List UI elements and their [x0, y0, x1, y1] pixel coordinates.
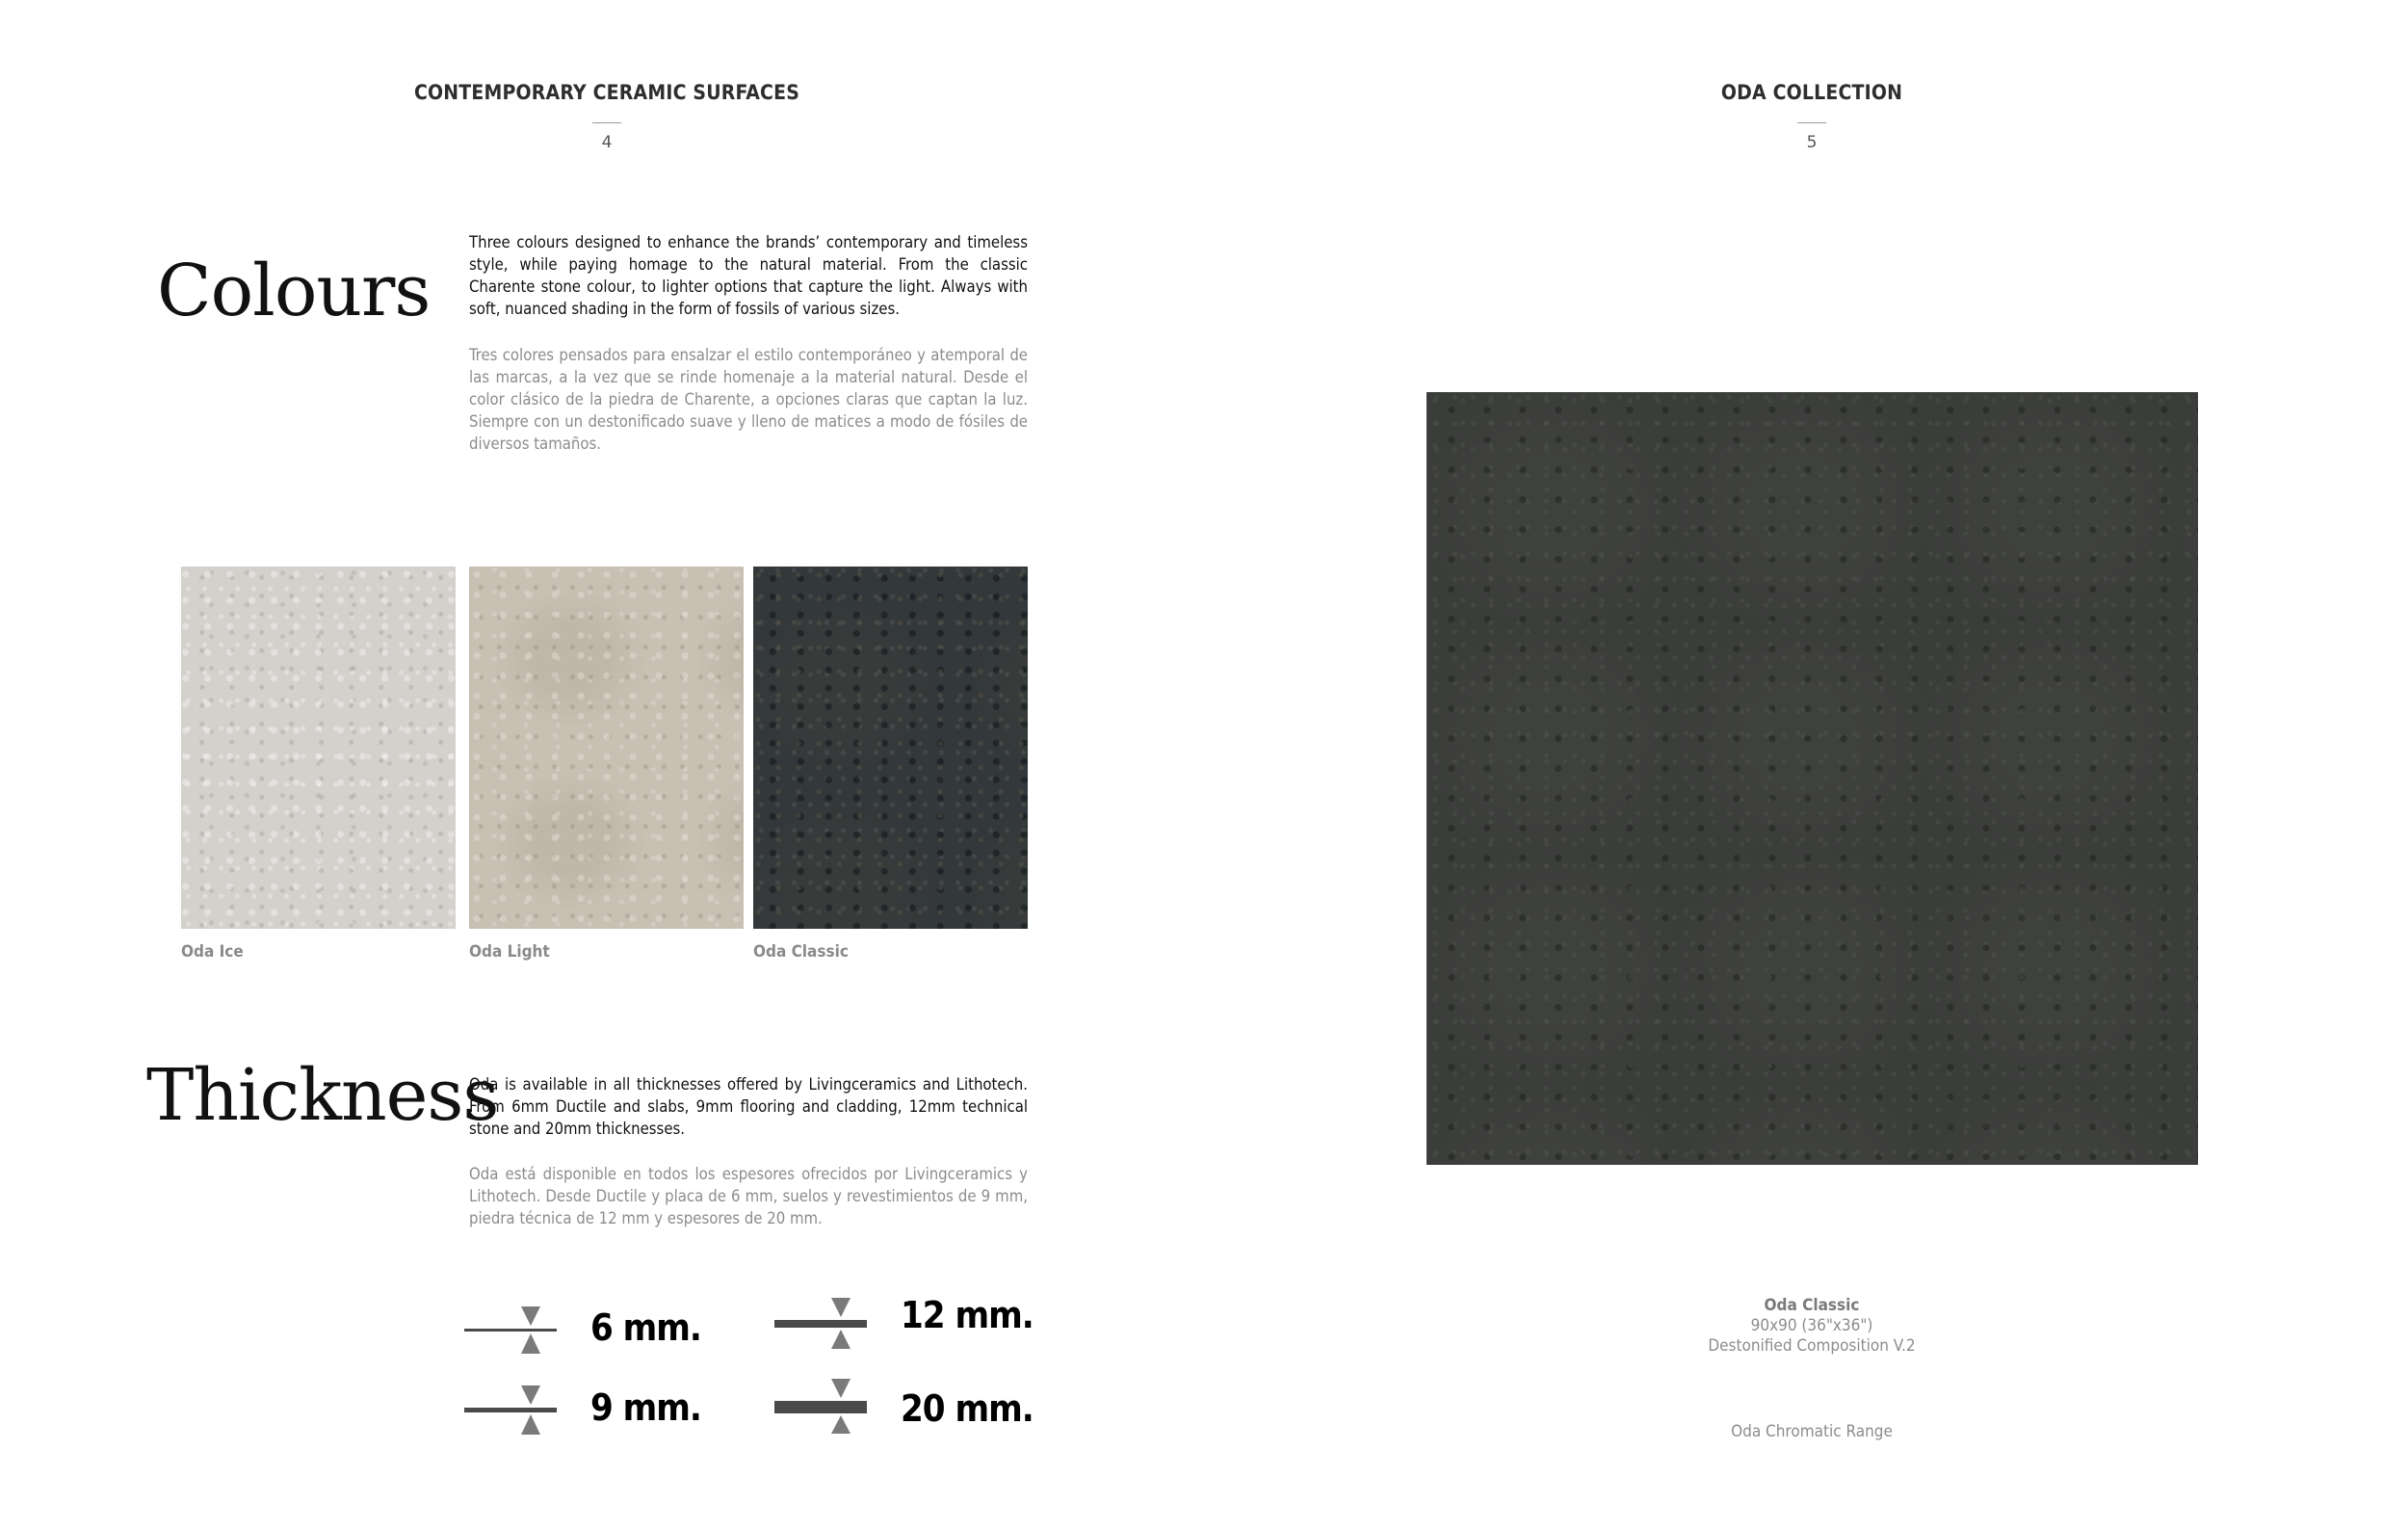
- colours-text-es: Tres colores pensados para ensalzar el estilo contemporáneo y atemporal de las marcas, a la vez que se rinde homenaje a la material natural. Desde el color clásico de la piedra de Charente, a opciones claras que captan la luz. Siempre con un destonificado suave y lleno de matices a modo de fósiles de diversos tamaños.: [469, 346, 1028, 453]
- running-head: ODA COLLECTION: [1720, 81, 1903, 104]
- tile-caption-size: 90x90 (36"x36"): [1750, 1316, 1873, 1335]
- page-number: 4: [601, 133, 613, 152]
- thickness-title: Thickness: [146, 1054, 499, 1137]
- tile-caption-name: Oda Classic: [1764, 1296, 1860, 1315]
- thickness-20mm-icon: [774, 1376, 871, 1434]
- thickness-6mm-icon: [464, 1301, 561, 1359]
- thickness-text-en: Oda is available in all thicknesses offered by Livingceramics and Lithotech. From 6mm Ductile and slabs, 9mm flooring and cladding, 12mm technical stone and 20mm thicknesses.: [469, 1075, 1028, 1138]
- page-number: 5: [1806, 133, 1818, 152]
- swatch-label-classic: Oda Classic: [753, 942, 849, 962]
- thickness-label-20mm: 20 mm.: [901, 1387, 1034, 1430]
- swatch-oda-ice: [181, 567, 456, 929]
- running-head: CONTEMPORARY CERAMIC SURFACES: [413, 81, 800, 104]
- chromatic-range-caption: Oda Chromatic Range: [1731, 1422, 1893, 1441]
- thickness-9mm-icon: [464, 1381, 561, 1438]
- tile-caption-finish: Destonified Composition V.2: [1708, 1336, 1916, 1356]
- swatch-oda-light: [469, 567, 744, 929]
- thickness-option-20mm: [774, 1376, 1063, 1434]
- thickness-12mm-icon: [774, 1294, 871, 1352]
- swatch-label-ice: Oda Ice: [181, 942, 244, 962]
- colours-text-en: Three colours designed to enhance the brands’ contemporary and timeless style, while paying homage to the natural material. From the classic Charente stone colour, to lighter options that capture the light. Always with soft, nuanced shading in the form of fossils of various sizes.: [469, 233, 1028, 318]
- swatch-oda-classic: [753, 567, 1028, 929]
- thickness-option-12mm: [774, 1294, 1063, 1352]
- head-rule: [1797, 122, 1826, 123]
- thickness-option-6mm: [464, 1301, 753, 1359]
- thickness-label-9mm: 9 mm.: [590, 1386, 701, 1429]
- thickness-label-6mm: 6 mm.: [590, 1306, 701, 1349]
- right-page: [1204, 0, 2408, 1530]
- swatch-label-light: Oda Light: [469, 942, 550, 962]
- thickness-option-9mm: [464, 1381, 753, 1438]
- oda-classic-tile-image: [1426, 392, 2198, 1165]
- thickness-text-es: Oda está disponible en todos los espesores ofrecidos por Livingceramics y Lithotech. Desde Ductile y placa de 6 mm, suelos y revestimientos de 9 mm, piedra técnica de 12 mm y espesores de 20 mm.: [469, 1165, 1028, 1227]
- thickness-label-12mm: 12 mm.: [901, 1294, 1034, 1336]
- colours-title: Colours: [157, 250, 431, 332]
- head-rule: [592, 122, 621, 123]
